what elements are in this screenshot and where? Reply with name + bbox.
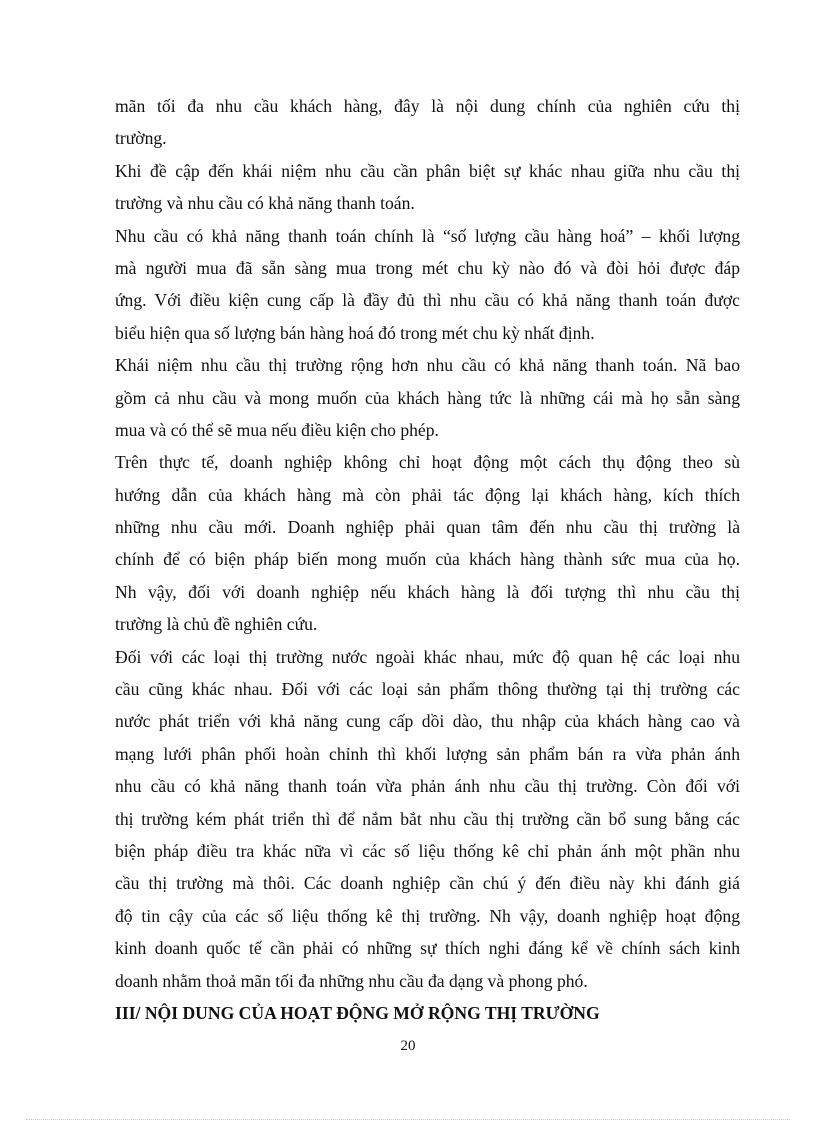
text-line: cầu thị trường mà thôi. Các doanh nghiệp cần chú ý đến điều này khi đánh giá [115,873,740,894]
text-line: mạng lưới phân phối hoàn chỉnh thì khối lượng sản phẩm bán ra vừa phản ánh [115,743,740,764]
text-line: trường. [115,128,167,149]
text-line: Nh vậy, đối với doanh nghiệp nếu khách hàng là đối tượng thì nhu cầu thị [115,581,740,602]
text-line: kinh doanh quốc tế cần phải có những sự thích nghi đáng kể về chính sách kinh [115,938,740,959]
text-line: biểu hiện qua số lượng bán hàng hoá đó trong mét chu kỳ nhất định. [115,322,595,343]
text-line: những nhu cầu mới. Doanh nghiệp phải quan tâm đến nhu cầu thị trường là [115,517,740,538]
text-line: chính để có biện pháp biến mong muốn của khách hàng thành sức mua của họ. [115,549,740,570]
text-line: cầu cũng khác nhau. Đối với các loại sản phẩm thông thường tại thị trường các [115,679,740,700]
text-line: Khái niệm nhu cầu thị trường rộng hơn nhu cầu có khả năng thanh toán. Nã bao [115,355,740,376]
page-number: 20 [400,1038,416,1054]
text-line: Đối với các loại thị trường nước ngoài khác nhau, mức độ quan hệ các loại nhu [115,646,740,667]
text-line: mà người mua đã sẵn sàng mua trong mét chu kỳ nào đó và đòi hỏi được đáp [115,257,740,278]
text-line: nhu cầu có khả năng thanh toán vừa phản ánh nhu cầu thị trường. Còn đối với [115,776,740,797]
text-line: Trên thực tế, doanh nghiệp không chỉ hoạt động một cách thụ động theo sù [115,452,740,473]
text-line: mãn tối đa nhu cầu khách hàng, đây là nội dung chính của nghiên cứu thị [115,96,740,116]
text-line: độ tin cậy của các số liệu thống kê thị trường. Nh vậy, doanh nghiệp hoạt động [115,905,740,926]
text-line: thị trường kém phát triển thì để nắm bắt nhu cầu thị trường cần bổ sung bằng các [115,808,740,829]
text-line: Khi đề cập đến khái niệm nhu cầu cần phân biệt sự khác nhau giữa nhu cầu thị [115,160,740,181]
body-text [115,90,740,1029]
text-line: biện pháp điều tra khác nữa vì các số liệu thống kê chỉ phản ánh một phần nhu [115,840,740,861]
text-line: doanh nhằm thoả mãn tối đa những nhu cầu đa dạng và phong phó. [115,970,588,991]
section-heading: III/ NỘI DUNG CỦA HOẠT ĐỘNG MỞ RỘNG THỊ TRƯỜNG [115,1002,600,1023]
text-line: mua và có thể sẽ mua nếu điều kiện cho phép. [115,419,439,440]
text-line: hướng dẫn của khách hàng mà còn phải tác động lại khách hàng, kích thích [115,484,740,505]
text-line: Nhu cầu có khả năng thanh toán chính là “số lượng cầu hàng hoá” – khối lượng [115,225,740,246]
text-line: trường và nhu cầu có khả năng thanh toán. [115,193,415,214]
text-line: ứng. Với điều kiện cung cấp là đầy đủ thì nhu cầu có khả năng thanh toán được [115,290,740,311]
text-line: trường là chủ đề nghiên cứu. [115,614,318,635]
text-line: gồm cả nhu cầu và mong muốn của khách hàng tức là những cái mà họ sẵn sàng [115,387,740,408]
text-line: nước phát triển với khả năng cung cấp dồi dào, thu nhập của khách hàng cao và [115,711,740,732]
footer-divider [26,1119,790,1120]
